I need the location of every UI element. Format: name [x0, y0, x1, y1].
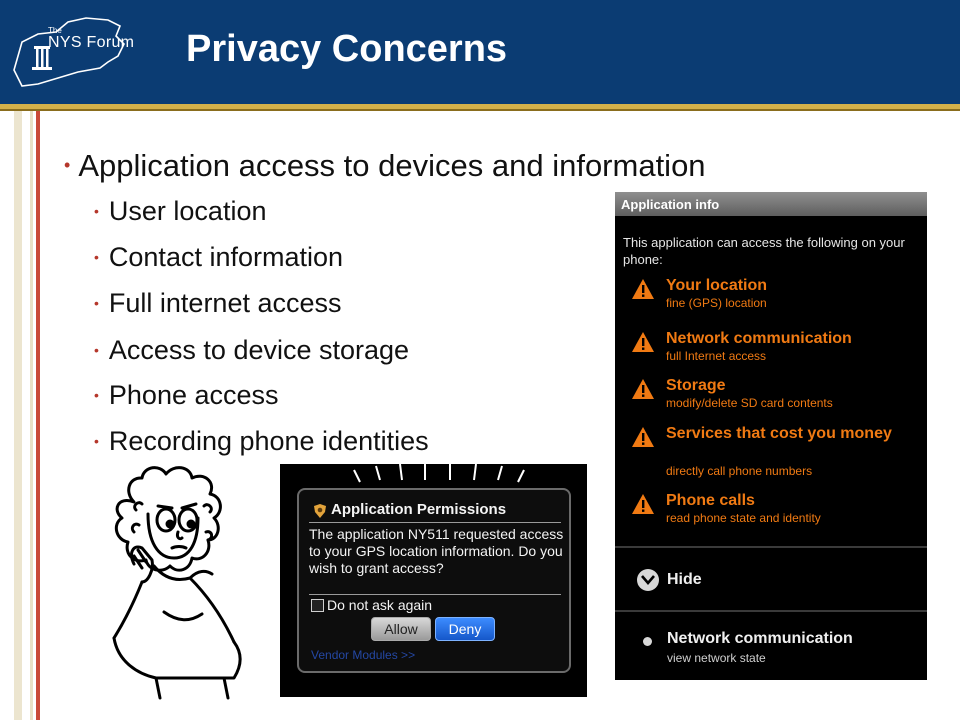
collapse-icon[interactable] — [637, 569, 659, 591]
logo-text: NYS Forum — [48, 34, 135, 51]
permission-name: Network communication — [666, 330, 852, 347]
sub-bullet-text: Phone access — [108, 380, 279, 410]
sub-bullet-text: Access to device storage — [108, 335, 410, 365]
allow-button[interactable]: Allow — [371, 617, 431, 641]
sub-bullet-text: User location — [108, 196, 267, 226]
sub-bullet-text: Recording phone identities — [108, 426, 429, 456]
permission-desc: full Internet access — [666, 349, 767, 363]
nys-forum-logo — [8, 12, 168, 94]
android-title: Application info — [615, 192, 927, 216]
warning-icon — [631, 278, 655, 300]
permission-name: Phone calls — [666, 492, 755, 509]
permission-desc: modify/delete SD card contents — [666, 396, 833, 410]
main-bullet — [64, 148, 706, 184]
checkbox-label: Do not ask again — [327, 597, 433, 613]
do-not-ask-checkbox[interactable] — [311, 599, 324, 612]
logo-the-text: The — [48, 26, 62, 35]
permission-desc: fine (GPS) location — [666, 296, 767, 310]
android-divider — [615, 610, 927, 612]
blackberry-permission-screenshot — [280, 464, 587, 697]
permission-desc: view network state — [667, 651, 766, 665]
page-title: Privacy Concerns — [186, 28, 508, 70]
warning-icon — [631, 426, 655, 448]
permission-name: Network communication — [667, 630, 853, 647]
deny-button[interactable]: Deny — [435, 617, 495, 641]
bullet-dot: • — [64, 155, 71, 175]
permission-desc: directly call phone numbers — [666, 464, 813, 478]
left-decorative-rule — [0, 111, 42, 720]
sub-bullet: • Full internet access — [94, 288, 342, 318]
sub-bullet: • User location — [94, 196, 267, 226]
permission-dialog — [297, 488, 571, 673]
bullet-dot-icon — [643, 637, 652, 646]
sub-bullet-text: Contact information — [108, 242, 344, 272]
warning-icon — [631, 378, 655, 400]
android-divider — [615, 546, 927, 548]
android-app-info-screenshot — [615, 192, 927, 680]
warning-icon — [631, 331, 655, 353]
shield-icon — [313, 504, 327, 518]
sub-bullet: • Phone access — [94, 380, 279, 410]
hide-toggle[interactable]: Hide — [667, 571, 702, 588]
warning-icon — [631, 493, 655, 515]
dialog-message: The application NY511 requested access to your GPS location information. Do you wish to grant access? — [309, 526, 564, 576]
worried-person-illustration — [94, 462, 274, 702]
header-gold-stripe-dark — [0, 109, 960, 111]
permission-name: Your location — [666, 277, 768, 294]
dialog-separator — [309, 522, 561, 523]
sub-bullet: • Contact information — [94, 242, 344, 272]
vendor-modules-link[interactable]: Vendor Modules >> — [311, 648, 416, 662]
permission-name: Services that cost you money — [666, 425, 892, 442]
slide-header — [0, 0, 960, 104]
main-bullet-text: Application access to devices and information — [78, 148, 706, 183]
sub-bullet-text: Full internet access — [108, 288, 342, 318]
dialog-title: Application Permissions — [331, 501, 507, 518]
sub-bullet: • Access to device storage — [94, 335, 410, 365]
sub-bullet: • Recording phone identities — [94, 426, 429, 456]
permission-name: Storage — [666, 377, 726, 394]
android-intro: This application can access the following on your phone: — [623, 235, 905, 267]
permission-desc: read phone state and identity — [666, 511, 821, 525]
dialog-separator — [309, 594, 561, 595]
signal-ticks-decoration — [350, 464, 530, 484]
